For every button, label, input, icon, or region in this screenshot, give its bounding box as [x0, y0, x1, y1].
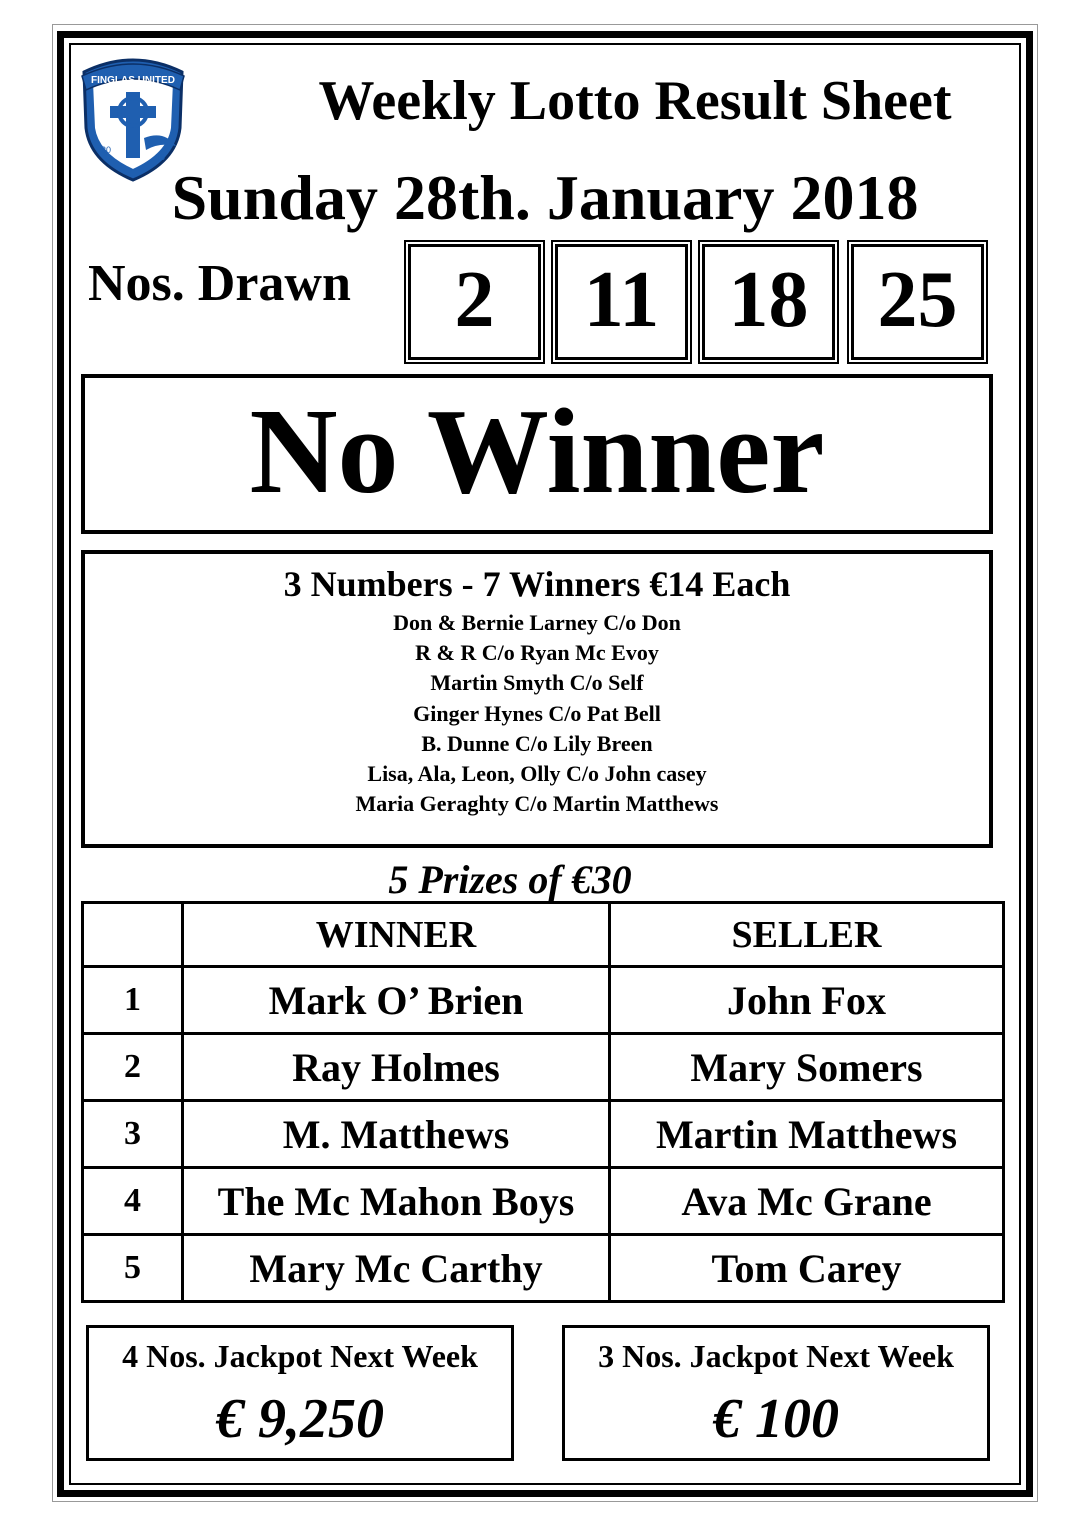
- prize-seller: Ava Mc Grane: [610, 1168, 1004, 1235]
- crest-year-right: 15: [154, 152, 166, 162]
- prize-number: 1: [83, 967, 183, 1034]
- table-header-blank: [83, 903, 183, 967]
- prizes-title: 5 Prizes of €30: [388, 857, 632, 902]
- numbers-drawn-label: Nos. Drawn: [88, 255, 351, 312]
- prize-winner: M. Matthews: [183, 1101, 610, 1168]
- jackpot-4-numbers-box: [86, 1325, 514, 1461]
- prize-winner: Ray Holmes: [183, 1034, 610, 1101]
- list-item: B. Dunne C/o Lily Breen: [421, 730, 653, 756]
- jackpot-4-label: 4 Nos. Jackpot Next Week: [122, 1338, 478, 1374]
- table-header-seller: SELLER: [610, 903, 1004, 967]
- prize-winner: The Mc Mahon Boys: [183, 1168, 610, 1235]
- drawn-number-1: 2: [408, 244, 541, 360]
- drawn-number-3: 18: [702, 244, 835, 360]
- jackpot-3-numbers-box: [562, 1325, 990, 1461]
- jackpot-3-label: 3 Nos. Jackpot Next Week: [598, 1338, 954, 1374]
- prize-seller: Tom Carey: [610, 1235, 1004, 1302]
- three-numbers-box: [81, 550, 993, 848]
- prize-number: 2: [83, 1034, 183, 1101]
- list-item: Martin Smyth C/o Self: [430, 670, 644, 696]
- prize-seller: John Fox: [610, 967, 1004, 1034]
- draw-date: Sunday 28th. January 2018: [171, 162, 919, 233]
- jackpot-4-amount: € 9,250: [216, 1388, 384, 1450]
- drawn-number-4: 25: [851, 244, 984, 360]
- prize-number: 5: [83, 1235, 183, 1302]
- table-row: [83, 1235, 1004, 1302]
- table-row: [83, 1034, 1004, 1101]
- list-item: Maria Geraghty C/o Martin Matthews: [355, 791, 719, 817]
- drawn-number-2: 11: [555, 244, 688, 360]
- list-item: Don & Bernie Larney C/o Don: [393, 610, 681, 635]
- table-row: [83, 967, 1004, 1034]
- three-numbers-heading: 3 Numbers - 7 Winners €14 Each: [283, 564, 791, 604]
- prize-number: 3: [83, 1101, 183, 1168]
- table-row: [83, 1168, 1004, 1235]
- table-header-winner: WINNER: [183, 903, 610, 967]
- prizes-table: [81, 901, 1005, 1303]
- list-item: Ginger Hynes C/o Pat Bell: [413, 700, 661, 726]
- sheet-title: Weekly Lotto Result Sheet: [318, 70, 952, 132]
- table-header-row: [83, 903, 1004, 967]
- prize-winner: Mary Mc Carthy: [183, 1235, 610, 1302]
- crest-year-left: 20: [100, 145, 112, 155]
- table-row: [83, 1101, 1004, 1168]
- jackpot-3-amount: € 100: [713, 1388, 839, 1450]
- prize-seller: Mary Somers: [610, 1034, 1004, 1101]
- crest-club-name: FINGLAS UNITED: [91, 75, 175, 86]
- result-banner: No Winner: [81, 374, 993, 534]
- list-item: Lisa, Ala, Leon, Olly C/o John casey: [367, 761, 707, 787]
- prize-number: 4: [83, 1168, 183, 1235]
- three-numbers-winner-list: [85, 608, 989, 819]
- prize-winner: Mark O’ Brien: [183, 967, 610, 1034]
- prize-seller: Martin Matthews: [610, 1101, 1004, 1168]
- list-item: R & R C/o Ryan Mc Evoy: [415, 640, 659, 666]
